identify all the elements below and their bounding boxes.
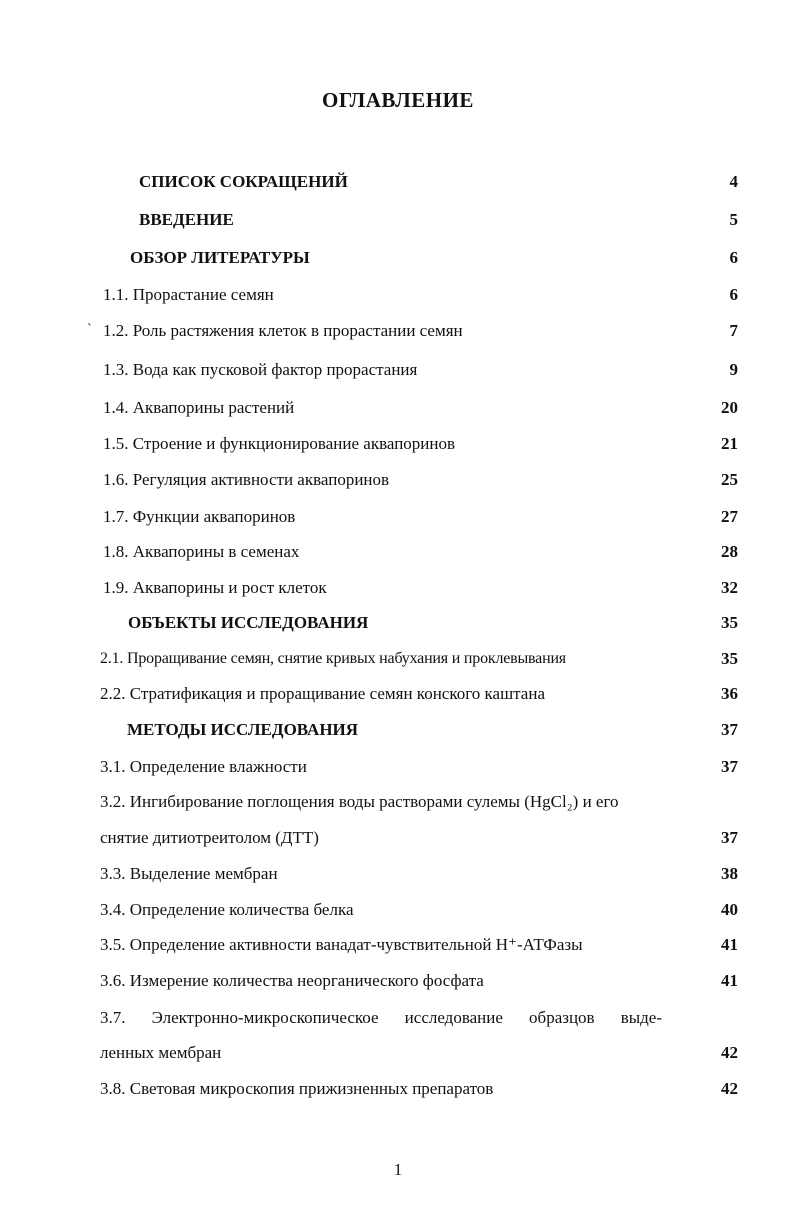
toc-entry xyxy=(0,576,796,604)
toc-entry-page: 40 xyxy=(721,900,738,919)
toc-entry-page: 6 xyxy=(729,248,738,267)
toc-entry xyxy=(0,933,796,961)
toc-entry xyxy=(0,898,796,926)
toc-entry-text: 1.9. Аквапорины и рост клеток xyxy=(103,578,327,597)
toc-entry xyxy=(0,283,796,311)
toc-entry-page: 42 xyxy=(721,1043,738,1062)
toc-entry xyxy=(0,718,796,746)
toc-entry xyxy=(0,755,796,783)
toc-entry-text: 3.7. Электронно-микроскопическое исследование образцов выде- xyxy=(100,1008,662,1027)
toc-entry-text: ВВЕДЕНИЕ xyxy=(139,210,234,229)
toc-entry-page: 25 xyxy=(721,470,738,489)
toc-entry-page: 35 xyxy=(721,649,738,668)
toc-entry-text: ОБЗОР ЛИТЕРАТУРЫ xyxy=(130,248,310,267)
toc-entry-text: ленных мембран xyxy=(100,1043,222,1062)
toc-entry-text: 3.3. Выделение мембран xyxy=(100,864,278,883)
toc-entry xyxy=(0,826,796,854)
toc-entry-text: 3.5. Определение активности ванадат-чувствительной H⁺-АТФазы xyxy=(100,935,583,954)
toc-entry-page: 35 xyxy=(721,613,738,632)
toc-entry xyxy=(0,432,796,460)
toc-entry-page: 9 xyxy=(729,360,738,379)
page-title: ОГЛАВЛЕНИЕ xyxy=(322,88,474,112)
toc-entry-text: 3.2. Ингибирование поглощения воды растворами сулемы (HgCl₂) и его xyxy=(100,792,619,811)
toc-entry-text: 3.1. Определение влажности xyxy=(100,757,307,776)
toc-entry xyxy=(0,319,796,347)
toc-entry-page: 38 xyxy=(721,864,738,883)
toc-entry xyxy=(0,208,796,236)
toc-entry-page: 5 xyxy=(729,210,738,229)
toc-entry-page: 41 xyxy=(721,971,738,990)
toc-entry-page: 41 xyxy=(721,935,738,954)
toc-entry xyxy=(0,862,796,890)
toc-entry xyxy=(0,790,796,818)
toc-entry-text: 2.2. Стратификация и проращивание семян конского каштана xyxy=(100,684,545,703)
toc-entry-page: 37 xyxy=(721,757,738,776)
toc-entry xyxy=(0,170,796,198)
toc-entry-text: МЕТОДЫ ИССЛЕДОВАНИЯ xyxy=(127,720,359,739)
toc-entry-text: 1.6. Регуляция активности аквапоринов xyxy=(103,470,390,489)
toc-entry-page: 28 xyxy=(721,542,738,561)
stray-mark: ` xyxy=(87,322,92,337)
toc-entry-page: 20 xyxy=(721,398,738,417)
toc-entry xyxy=(0,611,796,639)
toc-entry xyxy=(0,1006,796,1034)
toc-entry-text: 1.7. Функции аквапоринов xyxy=(103,507,296,526)
toc-entry-text: СПИСОК СОКРАЩЕНИЙ xyxy=(139,172,348,191)
toc-entry-page: 21 xyxy=(721,434,738,453)
toc-entry-text: 1.2. Роль растяжения клеток в прорастании семян xyxy=(103,321,463,340)
toc-entry-text: 3.4. Определение количества белка xyxy=(100,900,354,919)
toc-entry-page: 42 xyxy=(721,1079,738,1098)
toc-entry-page: 4 xyxy=(729,172,738,191)
toc-entry xyxy=(0,396,796,424)
toc-entry-text: 1.8. Аквапорины в семенах xyxy=(103,542,300,561)
toc-entry-text: 3.6. Измерение количества неорганического фосфата xyxy=(100,971,484,990)
toc-entry-text: ОБЪЕКТЫ ИССЛЕДОВАНИЯ xyxy=(128,613,369,632)
toc-entry-text: 1.1. Прорастание семян xyxy=(103,285,274,304)
toc-entry xyxy=(0,540,796,568)
toc-entry xyxy=(0,505,796,533)
toc-entry-text: 2.1. Проращивание семян, снятие кривых набухания и проклевывания xyxy=(100,650,566,667)
toc-entry xyxy=(0,1077,796,1105)
toc-entry-page: 37 xyxy=(721,828,738,847)
toc-entry-text: 3.8. Световая микроскопия прижизненных препаратов xyxy=(100,1079,494,1098)
toc-entry-page: 32 xyxy=(721,578,738,597)
toc-entry-page: 6 xyxy=(729,285,738,304)
toc-entry xyxy=(0,647,796,675)
toc-entry xyxy=(0,468,796,496)
toc-entry xyxy=(0,358,796,386)
toc-entry-text: 1.4. Аквапорины растений xyxy=(103,398,295,417)
toc-entry-page: 37 xyxy=(721,720,738,739)
toc-entry-text: снятие дитиотреитолом (ДТТ) xyxy=(100,828,319,847)
page-number: 1 xyxy=(393,1160,403,1179)
toc-entry xyxy=(0,969,796,997)
toc-entry-text: 1.5. Строение и функционирование аквапоринов xyxy=(103,434,456,453)
toc-entry xyxy=(0,246,796,274)
toc-entry xyxy=(0,682,796,710)
toc-entry-page: 36 xyxy=(721,684,738,703)
toc-entry-text: 1.3. Вода как пусковой фактор прорастания xyxy=(103,360,418,379)
toc-entry-page: 7 xyxy=(729,321,738,340)
toc-entry-page: 27 xyxy=(721,507,738,526)
toc-entry xyxy=(0,1041,796,1069)
